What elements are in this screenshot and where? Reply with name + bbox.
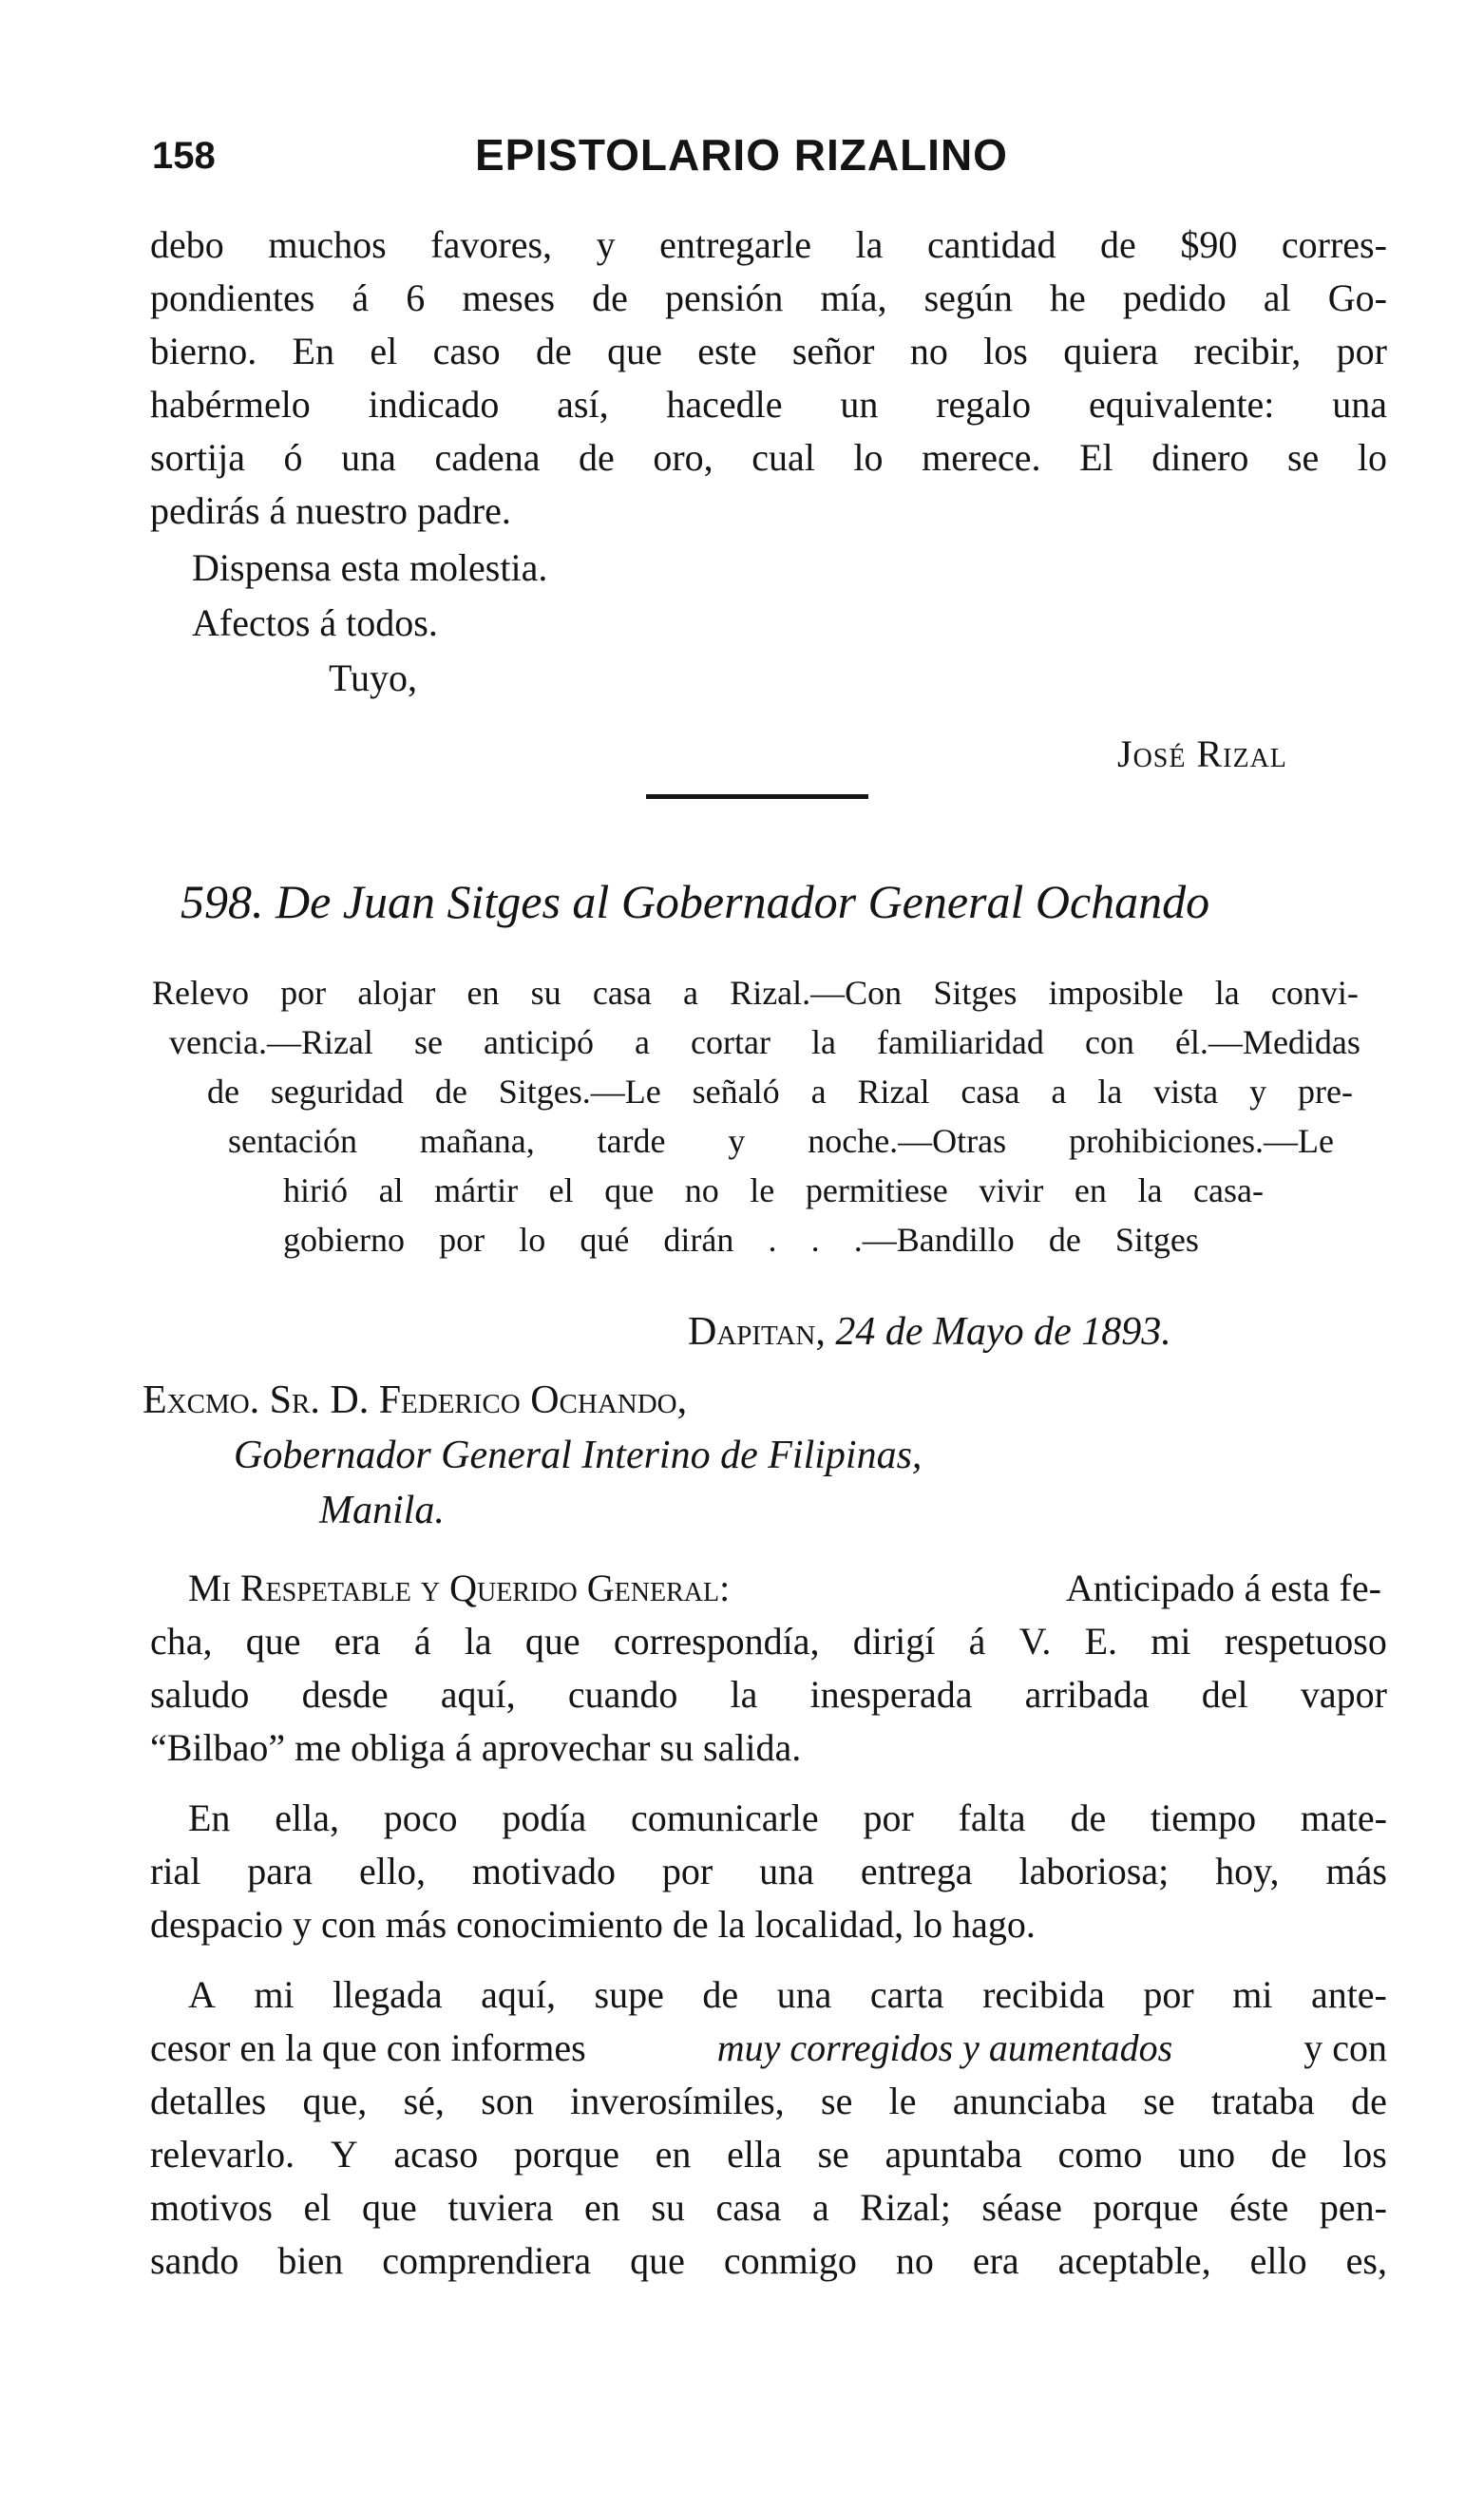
paragraph2-line-2: rial para ello, motivado por una entrega laboriosa; hoy, más	[150, 1850, 1387, 1892]
paragraph3-line-6: sando bien comprendiera que conmigo no era aceptable, ello es,	[150, 2239, 1387, 2282]
paragraph1-line-4: “Bilbao” me obliga á aprovechar su salida.	[150, 1726, 802, 1769]
signature: José Rizal	[1117, 732, 1287, 775]
letter-heading	[181, 874, 1368, 929]
summary-line-1: Relevo por alojar en su casa a Rizal.—Con Sitges imposible la convi-	[152, 974, 1359, 1012]
page-number: 158	[152, 135, 216, 177]
addressee-name: Excmo. Sr. D. Federico Ochando,	[143, 1378, 688, 1422]
paragraph3-line-2	[150, 2024, 1387, 2073]
section-divider	[646, 794, 868, 799]
salutation-line	[188, 1564, 1381, 1613]
summary-line-3: de seguridad de Sitges.—Le señaló a Rizal casa a la vista y pre-	[207, 1073, 1353, 1111]
closing-line-2: Afectos á todos.	[192, 601, 438, 644]
closing-line-3: Tuyo,	[329, 656, 418, 699]
paragraph3-line-1: A mi llegada aquí, supe de una carta recibida por mi ante-	[188, 1973, 1387, 2016]
top-paragraph-line-5: sortija ó una cadena de oro, cual lo merece. El dinero se lo	[150, 436, 1387, 479]
top-paragraph-line-1: debo muchos favores, y entregarle la cantidad de $90 corres-	[150, 223, 1387, 266]
dateline-place: Dapitan,	[688, 1310, 826, 1354]
salutation: Mi Respetable y Querido General:	[188, 1567, 731, 1609]
top-paragraph-line-6: pedirás á nuestro padre.	[150, 489, 511, 532]
paragraph3-line-5: motivos el que tuviera en su casa a Rizal; séase porque éste pen-	[150, 2186, 1387, 2229]
addressee-title: Gobernador General Interino de Filipinas,	[234, 1434, 923, 1477]
paragraph3-line-3: detalles que, sé, son inverosímiles, se le anunciaba se trataba de	[150, 2080, 1387, 2122]
summary-line-6: gobierno por lo qué dirán . . .—Bandillo de Sitges	[283, 1221, 1199, 1259]
paragraph2-line-1: En ella, poco podía comunicarle por falta de tiempo mate-	[188, 1796, 1387, 1839]
paragraph3-line-2-italic: muy corregidos y aumentados	[716, 2026, 1173, 2069]
dateline	[688, 1307, 1171, 1357]
paragraph1-line-3: saludo desde aquí, cuando la inesperada arribada del vapor	[150, 1673, 1387, 1716]
summary-line-4: sentación mañana, tarde y noche.—Otras prohibiciones.—Le	[228, 1122, 1334, 1160]
closing-line-1: Dispensa esta molestia.	[192, 546, 548, 589]
paragraph3-line-2-start: cesor en la que con informes	[150, 2026, 586, 2069]
dateline-date: 24 de Mayo de 1893.	[835, 1310, 1171, 1354]
paragraph3-line-2-end: y con	[1303, 2026, 1387, 2069]
paragraph1-line-1: Anticipado á esta fe-	[1065, 1567, 1381, 1609]
page-header	[152, 124, 1359, 190]
top-paragraph-line-3: bierno. En el caso de que este señor no los quiera recibir, por	[150, 330, 1387, 372]
summary-line-5: hirió al mártir el que no le permitiese vivir en la casa-	[283, 1171, 1264, 1209]
letter-number: 598.	[181, 875, 264, 928]
paragraph1-line-2: cha, que era á la que correspondía, dirigí á V. E. mi respetuoso	[150, 1620, 1387, 1663]
summary-line-2: vencia.—Rizal se anticipó a cortar la familiaridad con él.—Medidas	[169, 1023, 1360, 1061]
top-paragraph-line-2: pondientes á 6 meses de pensión mía, según he pedido al Go-	[150, 276, 1387, 319]
addressee-city: Manila.	[319, 1489, 445, 1532]
running-head: EPISTOLARIO RIZALINO	[475, 130, 1008, 180]
letter-title: De Juan Sitges al Gobernador General Ochando	[276, 875, 1210, 928]
paragraph3-line-4: relevarlo. Y acaso porque en ella se apuntaba como uno de los	[150, 2133, 1387, 2176]
paragraph2-line-3: despacio y con más conocimiento de la localidad, lo hago.	[150, 1903, 1036, 1946]
top-paragraph-line-4: habérmelo indicado así, hacedle un regalo equivalente: una	[150, 383, 1387, 426]
